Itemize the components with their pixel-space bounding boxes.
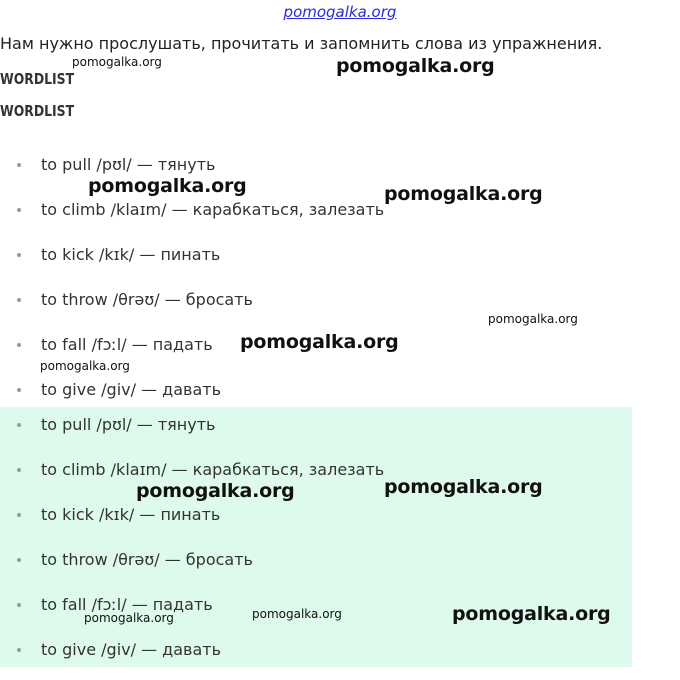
list-item bbox=[0, 285, 384, 330]
bullet bbox=[17, 388, 21, 392]
word-entry: to throw /θrəʊ/ — бросать bbox=[41, 550, 253, 569]
bullet bbox=[17, 208, 21, 212]
bullet bbox=[17, 298, 21, 302]
watermark: pomogalka.org bbox=[336, 55, 495, 77]
wordlist-heading: WORDLIST bbox=[0, 102, 75, 120]
list-item bbox=[0, 545, 384, 590]
watermark: pomogalka.org bbox=[136, 480, 295, 502]
list-item bbox=[0, 635, 384, 680]
bullet bbox=[17, 558, 21, 562]
bullet bbox=[17, 468, 21, 472]
word-entry: to give /giv/ — давать bbox=[41, 380, 222, 399]
word-entry: to pull /pʊl/ — тянуть bbox=[41, 415, 216, 434]
word-entry: to pull /pʊl/ — тянуть bbox=[41, 155, 216, 174]
word-entry: to fall /fɔːl/ — падать bbox=[41, 335, 213, 354]
word-entry: to give /giv/ — давать bbox=[41, 640, 222, 659]
watermark: pomogalka.org bbox=[488, 312, 578, 326]
intro-text: Нам нужно прослушать, прочитать и запомнить слова из упражнения. bbox=[0, 34, 603, 53]
watermark: pomogalka.org bbox=[84, 611, 174, 625]
watermark: pomogalka.org bbox=[452, 603, 611, 625]
bullet bbox=[17, 423, 21, 427]
bullet bbox=[17, 513, 21, 517]
word-entry: to throw /θrəʊ/ — бросать bbox=[41, 290, 253, 309]
highlighted-wordlist-list bbox=[0, 410, 384, 680]
word-entry: to climb /klaɪm/ — карабкаться, залезать bbox=[41, 200, 385, 219]
watermark: pomogalka.org bbox=[72, 55, 162, 69]
watermark: pomogalka.org bbox=[88, 175, 247, 197]
list-item bbox=[0, 195, 384, 240]
list-item bbox=[0, 410, 384, 455]
word-entry: to kick /kɪk/ — пинать bbox=[41, 245, 221, 264]
bullet bbox=[17, 343, 21, 347]
bullet bbox=[17, 163, 21, 167]
bullet bbox=[17, 253, 21, 257]
list-item bbox=[0, 500, 384, 545]
watermark: pomogalka.org bbox=[240, 331, 399, 353]
watermark: pomogalka.org bbox=[384, 476, 543, 498]
watermark: pomogalka.org bbox=[40, 359, 130, 373]
word-entry: to fall /fɔːl/ — падать bbox=[41, 595, 213, 614]
bullet bbox=[17, 603, 21, 607]
word-entry: to climb /klaɪm/ — карабкаться, залезать bbox=[41, 460, 385, 479]
word-entry: to kick /kɪk/ — пинать bbox=[41, 505, 221, 524]
top-site-link[interactable]: pomogalka.org bbox=[283, 3, 397, 21]
list-item bbox=[0, 240, 384, 285]
wordlist-heading: WORDLIST bbox=[0, 70, 75, 88]
watermark: pomogalka.org bbox=[252, 607, 342, 621]
bullet bbox=[17, 648, 21, 652]
watermark: pomogalka.org bbox=[384, 183, 543, 205]
